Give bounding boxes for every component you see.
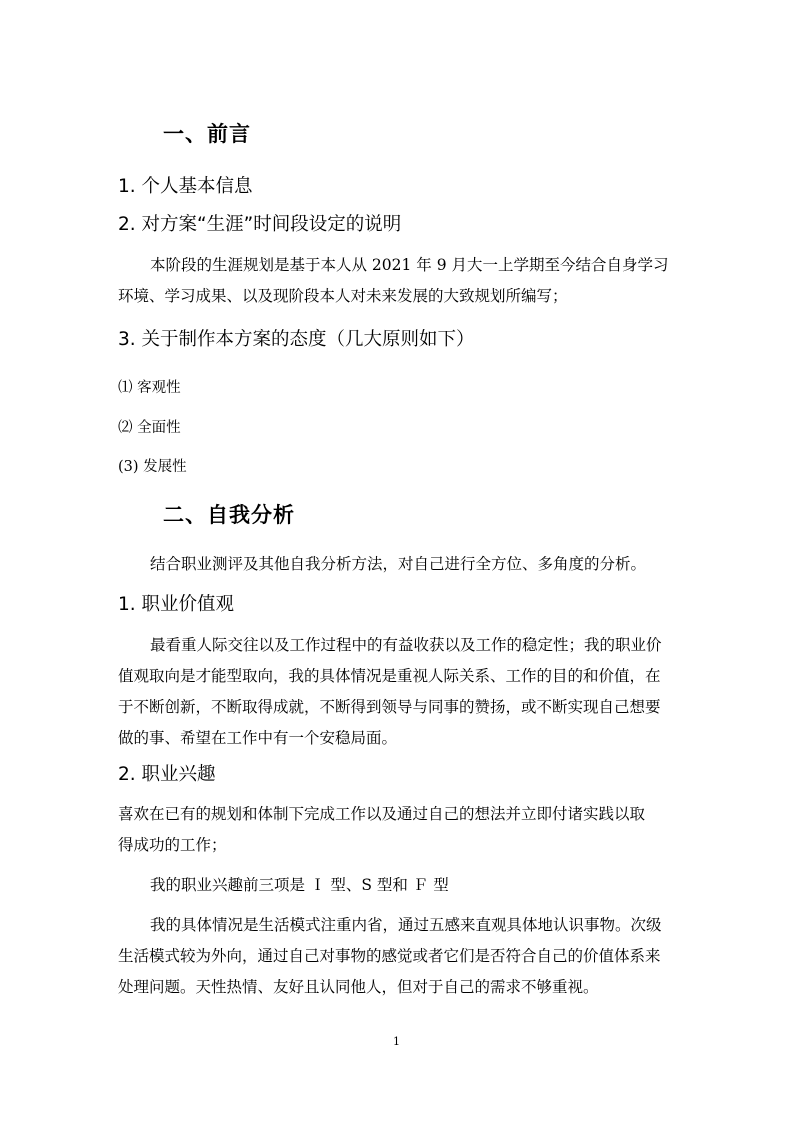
paragraph-interest-line2: 得成功的工作； [118, 836, 227, 854]
heading-career-interest: 2. 职业兴趣 [118, 764, 216, 785]
paragraph-values-line1: 最看重人际交往以及工作过程中的有益收获以及工作的稳定性；我的职业价 [150, 636, 662, 654]
paragraph-interest-line1: 喜欢在已有的规划和体制下完成工作以及通过自己的想法并立即付诸实践以取 [118, 805, 646, 823]
paragraph-interest-types: 我的职业兴趣前三项是 Ｉ 型、S 型和 Ｆ 型 [150, 876, 449, 894]
paragraph-career-period-line2: 环境、学习成果、以及现阶段本人对未来发展的大致规划所编写； [118, 287, 568, 305]
paragraph-values-line4: 做的事、希望在工作中有一个安稳局面。 [118, 729, 398, 747]
principle-item-comprehensive: ⑵ 全面性 [118, 420, 181, 436]
paragraph-values-line3: 于不断创新，不断取得成就，不断得到领导与同事的赞扬，或不断实现自己想要 [118, 698, 661, 716]
paragraph-lifestyle-line3: 处理问题。天性热情、友好且认同他人，但对于自己的需求不够重视。 [118, 978, 599, 996]
page-number: 1 [393, 1035, 400, 1048]
paragraph-lifestyle-line1: 我的具体情况是生活模式注重内省，通过五感来直观具体地认识事物。次级 [150, 916, 662, 934]
paragraph-values-line2: 值观取向是才能型取向，我的具体情况是重视人际关系、工作的目的和价值，在 [118, 667, 661, 685]
paragraph-career-period-line1: 本阶段的生涯规划是基于本人从 2021 年 9 月大一上学期至今结合自身学习 [150, 256, 669, 274]
heading-personal-info: 1. 个人基本信息 [118, 176, 253, 197]
heading-career-period: 2. 对方案“生涯”时间段设定的说明 [118, 214, 402, 235]
paragraph-self-analysis-intro: 结合职业测评及其他自我分析方法，对自己进行全方位、多角度的分析。 [150, 555, 647, 573]
section-title-preface: 一、前言 [163, 122, 251, 146]
section-title-self-analysis: 二、自我分析 [163, 503, 295, 527]
principle-item-development: (3) 发展性 [118, 459, 187, 475]
heading-attitude: 3. 关于制作本方案的态度（几大原则如下） [118, 329, 475, 350]
principle-item-objective: ⑴ 客观性 [118, 380, 181, 396]
paragraph-lifestyle-line2: 生活模式较为外向，通过自己对事物的感觉或者它们是否符合自己的价值体系来 [118, 947, 661, 965]
heading-career-values: 1. 职业价值观 [118, 594, 235, 615]
